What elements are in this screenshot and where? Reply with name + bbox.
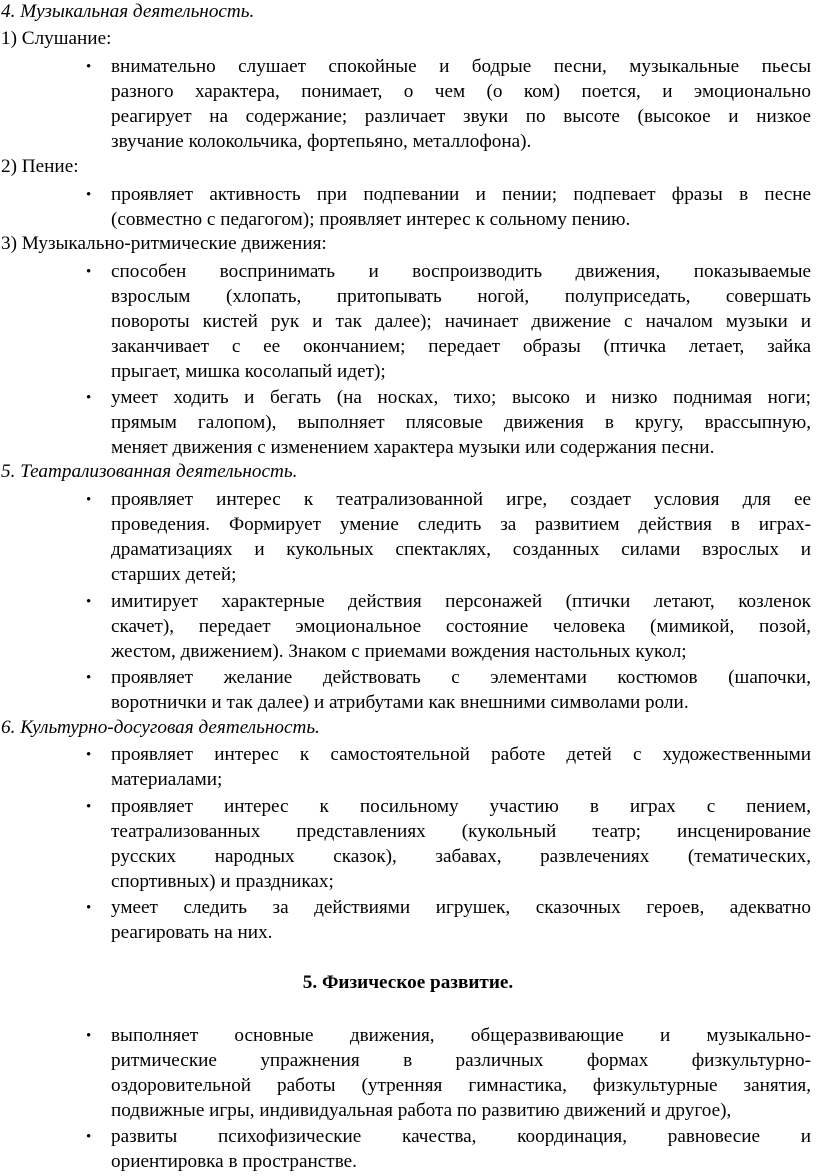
list-item-text: (совместно с педагогом); проявляет интерес к сольному пению.	[111, 209, 631, 230]
list-item-text: прыгает, мишка косолапый идет);	[111, 361, 386, 382]
list-item-text: реагирует на содержание; различает звуки по высоте (высокое и низкое	[111, 106, 811, 127]
list-item-text: проявляет активность при подпевании и пении; подпевает фразы в песне	[111, 184, 811, 205]
list-item	[86, 1024, 810, 1048]
list-item	[86, 55, 810, 79]
list-item-text: ритмические упражнения в различных формах физкультурно-	[111, 1050, 811, 1071]
list-item-text: проведения. Формирует умение следить за развитием действия в играх-	[111, 514, 811, 535]
list-item-text: ориентировка в пространстве.	[111, 1151, 357, 1172]
list-item-text: воротнички и так далее) и атрибутами как внешними символами роли.	[111, 692, 689, 713]
list-item-text: умеет ходить и бегать (на носках, тихо; высоко и низко поднимая ноги;	[111, 387, 811, 408]
list-item-text: проявляет интерес к театрализованной игре, создает условия для ее	[111, 489, 811, 510]
section-title-physical: 5. Физическое развитие.	[302, 972, 514, 993]
list-item-text: оздоровительной работы (утренняя гимнастика, физкультурные занятия,	[111, 1075, 811, 1096]
list-item	[86, 590, 810, 614]
list-item-text: подвижные игры, индивидуальная работа по развитию движений и другое),	[111, 1100, 732, 1121]
list-item-text: спортивных) и праздниках;	[111, 871, 334, 892]
list-item	[86, 1125, 810, 1149]
subsection-label-listening: 1) Слушание:	[1, 28, 112, 49]
list-item	[86, 488, 810, 512]
bullet-icon: •	[86, 670, 92, 686]
list-item-text: проявляет интерес к посильному участию в играх с пением,	[111, 796, 811, 817]
list-item-text: выполняет основные движения, общеразвивающие и музыкально-	[111, 1025, 811, 1046]
list-item	[86, 896, 810, 920]
list-item-text: умеет следить за действиями игрушек, сказочных героев, адекватно	[111, 897, 811, 918]
subsection-label-singing: 2) Пение:	[1, 156, 79, 177]
section-heading-music: 4. Музыкальная деятельность.	[1, 1, 255, 22]
list-item-text: повороты кистей рук и так далее); начинает движение с началом музыки и	[111, 311, 811, 332]
list-item-text: способен воспринимать и воспроизводить движения, показываемые	[111, 261, 811, 282]
bullet-icon: •	[86, 900, 92, 916]
list-item	[86, 743, 810, 767]
bullet-icon: •	[86, 492, 92, 508]
list-item-text: жестом, движением). Знаком с приемами вождения настольных кукол;	[111, 641, 687, 662]
list-item-text: внимательно слушает спокойные и бодрые песни, музыкальные пьесы	[111, 56, 811, 77]
bullet-icon: •	[86, 264, 92, 280]
list-item-text: проявляет желание действовать с элементами костюмов (шапочки,	[111, 667, 811, 688]
list-item-text: проявляет интерес к самостоятельной работе детей с художественными	[111, 744, 811, 765]
list-item	[86, 666, 810, 690]
list-item-text: драматизациях и кукольных спектаклях, созданных силами взрослых и	[111, 539, 811, 560]
list-item	[86, 183, 810, 207]
bullet-icon: •	[86, 59, 92, 75]
bullet-icon: •	[86, 594, 92, 610]
list-item-text: реагировать на них.	[111, 922, 273, 943]
list-item-text: звучание колокольчика, фортепьяно, металлофона).	[111, 131, 532, 152]
bullet-icon: •	[86, 1028, 92, 1044]
section-heading-theatre: 5. Театрализованная деятельность.	[1, 461, 298, 482]
list-item-text: имитирует характерные действия персонажей (птички летают, козленок	[111, 591, 811, 612]
bullet-icon: •	[86, 187, 92, 203]
list-item-text: взрослым (хлопать, притопывать ногой, полуприседать, совершать	[111, 286, 811, 307]
bullet-icon: •	[86, 390, 92, 406]
list-item-text: театрализованных представлениях (кукольный театр; инсценирование	[111, 821, 811, 842]
list-item-text: меняет движения с изменением характера музыки или содержания песни.	[111, 437, 715, 458]
list-item-text: материалами;	[111, 769, 223, 790]
list-item-text: скачет), передает эмоциональное состояние человека (мимикой, позой,	[111, 616, 811, 637]
list-item	[86, 795, 810, 819]
bullet-icon: •	[86, 747, 92, 763]
list-item-text: русских народных сказок), забавах, развлечениях (тематических,	[111, 846, 811, 867]
list-item-text: старших детей;	[111, 564, 237, 585]
list-item	[86, 386, 810, 410]
list-item-text: разного характера, понимает, о чем (о ком) поется, и эмоционально	[111, 81, 811, 102]
list-item	[86, 260, 810, 284]
subsection-label-rhythm: 3) Музыкально-ритмические движения:	[1, 233, 327, 254]
list-item-text: заканчивает с ее окончанием; передает образы (птичка летает, зайка	[111, 336, 811, 357]
list-item-text: прямым галопом), выполняет плясовые движения в кругу, врассыпную,	[111, 412, 811, 433]
section-heading-leisure: 6. Культурно-досуговая деятельность.	[1, 717, 320, 738]
bullet-icon: •	[86, 1129, 92, 1145]
list-item-text: развиты психофизические качества, координация, равновесие и	[111, 1126, 811, 1147]
bullet-icon: •	[86, 799, 92, 815]
